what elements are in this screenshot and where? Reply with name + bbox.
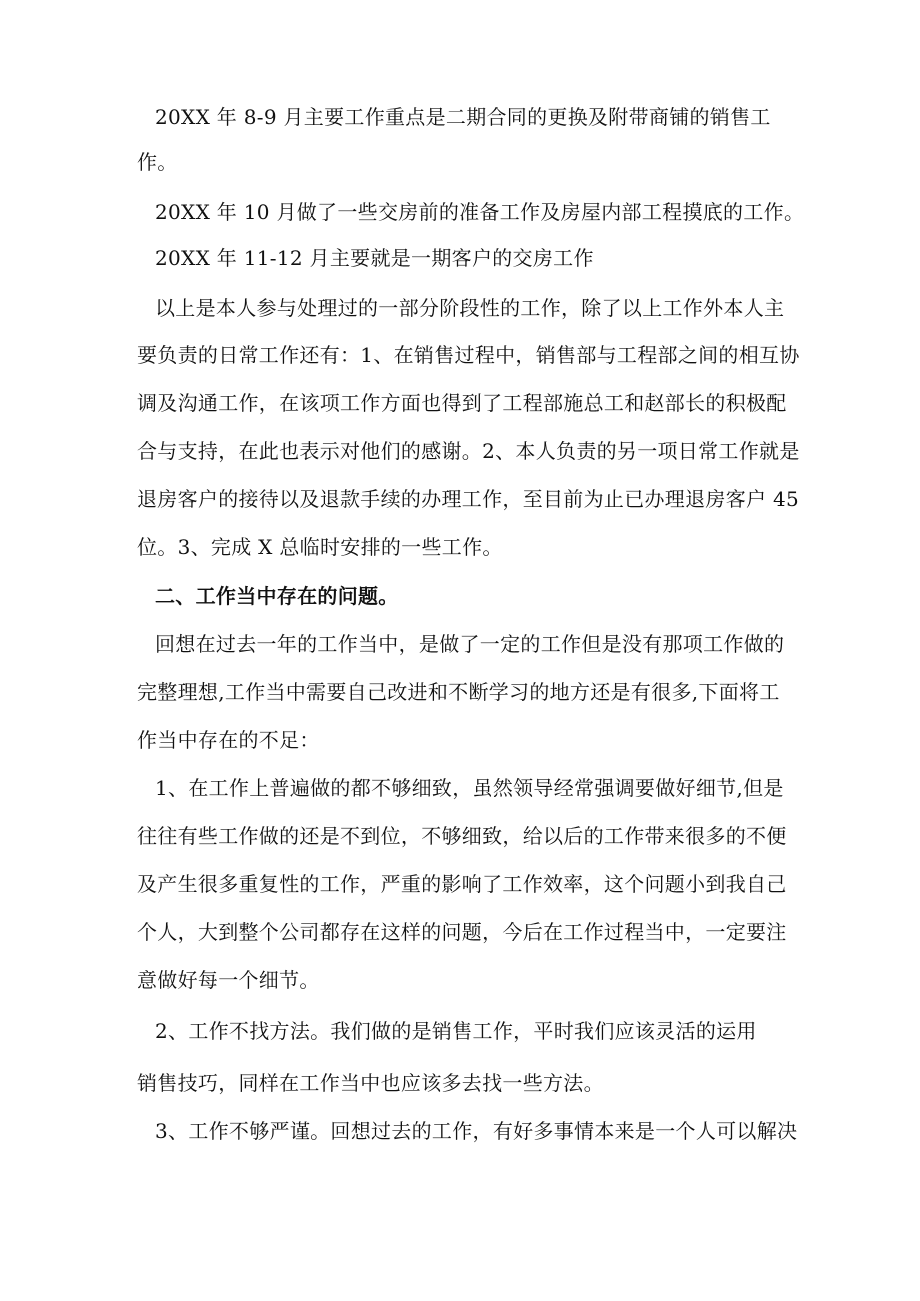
text-line-18: 个人，大到整个公司都存在这样的问题，今后在工作过程当中，一定要注 [137, 920, 787, 944]
text-line-17: 及产生很多重复性的工作，严重的影响了工作效率，这个问题小到我自己 [137, 872, 787, 896]
text-line-4: 20XX 年 11-12 月主要就是一期客户的交房工作 [155, 246, 594, 270]
text-line-14: 作当中存在的不足： [137, 728, 320, 752]
text-line-8: 合与支持，在此也表示对他们的感谢。2、本人负责的另一项日常工作就是 [137, 439, 800, 463]
text-line-20: 2、工作不找方法。我们做的是销售工作，平时我们应该灵活的运用 [155, 1019, 757, 1043]
text-line-16: 往往有些工作做的还是不到位，不够细致，给以后的工作带来很多的不便 [137, 824, 787, 848]
text-line-19: 意做好每一个细节。 [137, 968, 320, 992]
text-line-7: 调及沟通工作，在该项工作方面也得到了工程部施总工和赵部长的积极配 [137, 391, 787, 415]
text-line-21: 销售技巧，同样在工作当中也应该多去找一些方法。 [137, 1071, 604, 1095]
text-line-5: 以上是本人参与处理过的一部分阶段性的工作，除了以上工作外本人主 [155, 296, 785, 320]
text-line-6: 要负责的日常工作还有：1、在销售过程中，销售部与工程部之间的相互协 [137, 343, 800, 367]
text-line-1: 20XX 年 8-9 月主要工作重点是二期合同的更换及附带商铺的销售工 [155, 105, 771, 129]
text-line-15: 1、在工作上普遍做的都不够细致，虽然领导经常强调要做好细节,但是 [155, 776, 784, 800]
text-line-10: 位。3、完成 X 总临时安排的一些工作。 [137, 535, 503, 559]
text-line-13: 完整理想,工作当中需要自己改进和不断学习的地方还是有很多,下面将工 [137, 680, 780, 704]
section-heading: 二、工作当中存在的问题。 [155, 584, 399, 608]
text-line-22: 3、工作不够严谨。回想过去的工作，有好多事情本来是一个人可以解决 [155, 1119, 798, 1143]
text-line-9: 退房客户的接待以及退款手续的办理工作，至目前为止已办理退房客户 45 [137, 487, 800, 511]
text-line-12: 回想在过去一年的工作当中，是做了一定的工作但是没有那项工作做的 [155, 632, 785, 656]
text-line-2: 作。 [137, 150, 178, 174]
text-line-3: 20XX 年 10 月做了一些交房前的准备工作及房屋内部工程摸底的工作。 [155, 200, 805, 224]
